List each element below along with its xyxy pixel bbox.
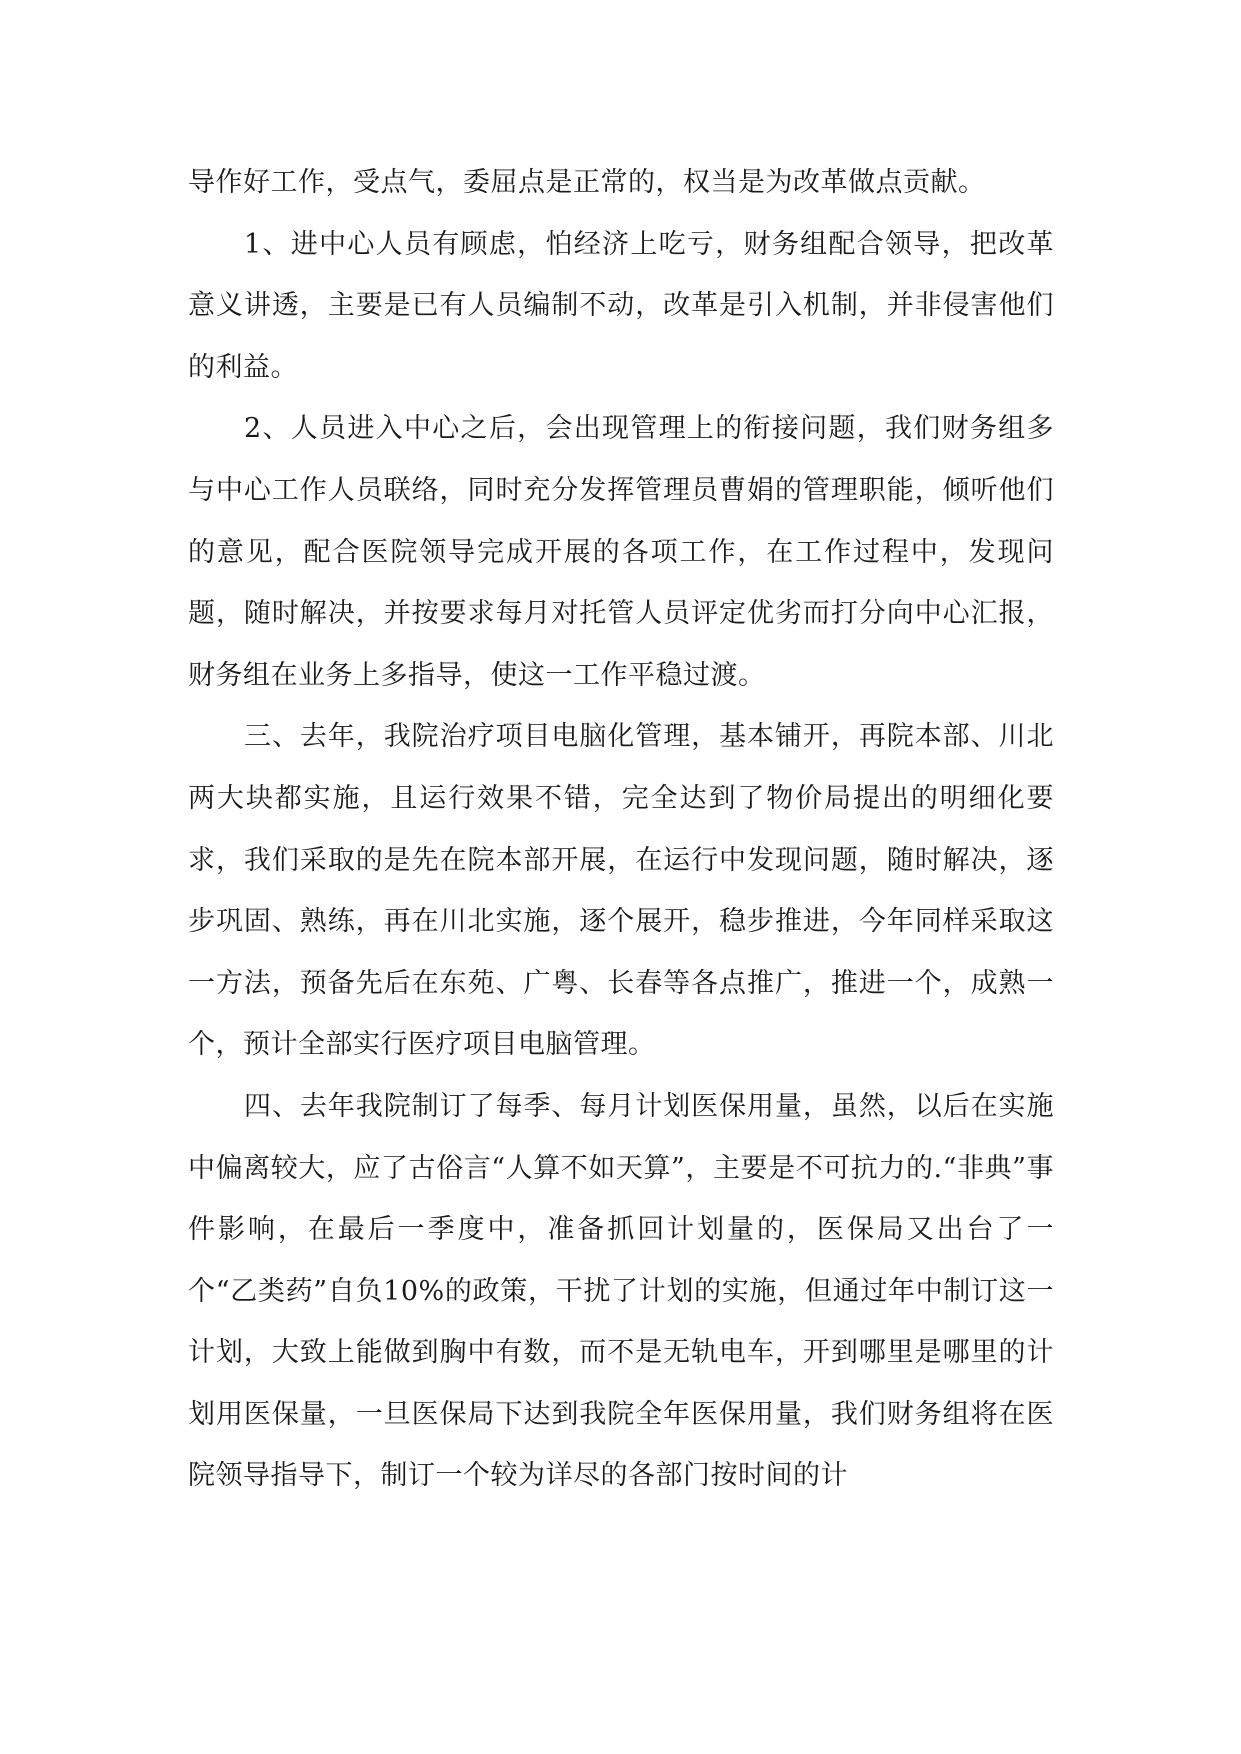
paragraph-item-2: 2、人员进入中心之后，会出现管理上的衔接问题，我们财务组多与中心工作人员联络，同时充分发挥管理员曹娟的管理职能，倾听他们的意见，配合医院领导完成开展的各项工作，在工作过程中，发现问题，随时解决，并按要求每月对托管人员评定优劣而打分向中心汇报，财务组在业务上多指导，使这一工作平稳过渡。 xyxy=(188,413,1054,691)
paragraph-item-1: 1、进中心人员有顾虑，怕经济上吃亏，财务组配合领导，把改革意义讲透，主要是已有人员编制不动，改革是引入机制，并非侵害他们的利益。 xyxy=(188,228,1054,383)
paragraph-continuation: 导作好工作，受点气，委屈点是正常的，权当是为改革做点贡献。 xyxy=(188,167,986,198)
paragraph-section-3: 三、去年，我院治疗项目电脑化管理，基本铺开，再院本部、川北两大块都实施，且运行效果不错，完全达到了物价局提出的明细化要求，我们采取的是先在院本部开展，在运行中发现问题，随时解决，逐步巩固、熟练，再在川北实施，逐个展开，稳步推进，今年同样采取这一方法，预备先后在东苑、广粤、长春等各点推广，推进一个，成熟一个，预计全部实行医疗项目电脑管理。 xyxy=(188,721,1054,1061)
paragraph-section-4: 四、去年我院制订了每季、每月计划医保用量，虽然，以后在实施中偏离较大，应了古俗言“人算不如天算”，主要是不可抗力的.“非典”事件影响，在最后一季度中，准备抓回计划量的，医保局又出台了一个“乙类药”自负10%的政策，干扰了计划的实施，但通过年中制订这一计划，大致上能做到胸中有数，而不是无轨电车，开到哪里是哪里的计划用医保量，一旦医保局下达到我院全年医保用量，我们财务组将在医院领导指导下，制订一个较为详尽的各部门按时间的计 xyxy=(188,1090,1054,1492)
document-body xyxy=(188,152,1054,1507)
